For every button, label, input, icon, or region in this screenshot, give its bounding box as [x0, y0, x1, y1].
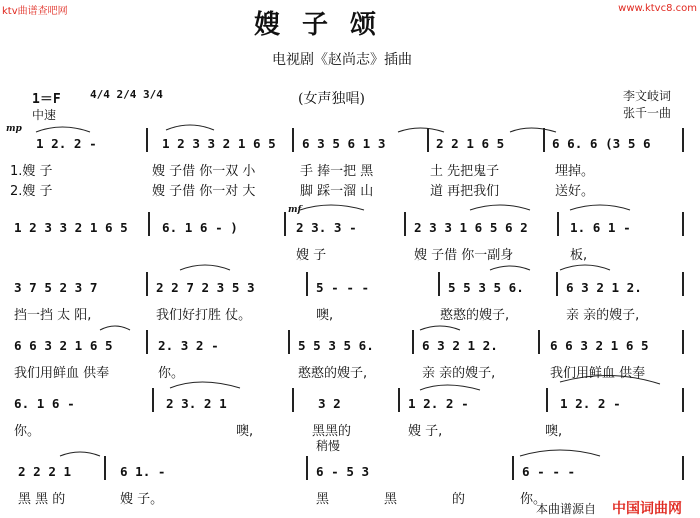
row3-measure1-notes: 3 7 5 2 3 7	[14, 280, 98, 295]
row1-verse1-lyric: 手 捧一把 黑	[300, 164, 374, 179]
row6-lyric: 嫂 子。	[120, 492, 164, 507]
row4-measure3-notes: 5 5 3 5 6.	[298, 338, 374, 353]
song-title: 嫂子颂	[254, 10, 399, 40]
row2-lyric: 嫂 子	[296, 248, 327, 263]
row5-measure5-notes: 1 2. 2 -	[560, 396, 621, 411]
row6-lyric: 黑 黑 的	[18, 492, 66, 507]
barline	[284, 212, 286, 236]
row4-lyric: 你。	[158, 366, 185, 381]
barline	[306, 456, 308, 480]
row2-measure1-notes: 1 2 3 3 2 1 6 5	[14, 220, 128, 235]
barline	[148, 212, 150, 236]
barline	[427, 128, 429, 152]
row5-measure3-notes: 3 2	[318, 396, 341, 411]
row3-measure5-notes: 6 3 2 1 2.	[566, 280, 642, 295]
barline	[682, 456, 684, 480]
footer-source: 本曲谱源自	[536, 502, 597, 516]
barline	[306, 272, 308, 296]
row2-measure4-notes: 2 3 3 1 6 5 6 2	[414, 220, 528, 235]
barline	[546, 388, 548, 412]
dynamic-mf: mf	[288, 205, 302, 215]
row5-measure4-notes: 1 2. 2 -	[408, 396, 469, 411]
barline	[146, 128, 148, 152]
row2-measure3-notes: 2 3. 3 -	[296, 220, 357, 235]
barline	[512, 456, 514, 480]
barline	[146, 272, 148, 296]
composer-credit: 张千一曲	[623, 106, 672, 120]
row3-lyric: 亲 亲的嫂子,	[566, 308, 640, 323]
barline	[682, 128, 684, 152]
key-signature: 1＝F	[32, 92, 61, 107]
row1-verse2-lyric: 2.嫂 子	[10, 184, 53, 199]
time-signatures: 4/4 2/4 3/4	[90, 88, 163, 101]
row5-lyric: 黑黑的	[312, 424, 352, 439]
row1-verse2-lyric: 送好。	[555, 184, 595, 199]
row6-measure3-notes: 6 - 5 3	[316, 464, 370, 479]
row4-lyric: 憨憨的嫂子,	[298, 366, 368, 381]
row4-measure4-notes: 6 3 2 1 2.	[422, 338, 498, 353]
performer-note: (女声独唱)	[298, 91, 365, 107]
row6-lyric: 黑	[316, 492, 330, 507]
row3-lyric: 我们好打胜 仗。	[156, 308, 252, 323]
row1-measure5-notes: 6 6. 6 (3 5 6	[552, 136, 651, 151]
watermark-left: ktv曲谱查吧网	[2, 6, 68, 17]
barline	[682, 388, 684, 412]
row5-lyric: 嫂 子,	[408, 424, 443, 439]
watermark-right: www.ktvc8.com	[618, 3, 697, 14]
row3-lyric: 憨憨的嫂子,	[440, 308, 510, 323]
barline	[104, 456, 106, 480]
row6-lyric: 你。	[520, 492, 547, 507]
row4-measure1-notes: 6 6 3 2 1 6 5	[14, 338, 113, 353]
row2-measure5-notes: 1. 6 1 -	[570, 220, 631, 235]
row2-lyric: 嫂 子借 你一副身	[414, 248, 514, 263]
row6-lyric: 的	[452, 492, 466, 507]
row3-measure3-notes: 5 - - -	[316, 280, 370, 295]
barline	[557, 212, 559, 236]
barline	[438, 272, 440, 296]
row5-lyric: 噢,	[545, 424, 563, 439]
row5-measure1-notes: 6. 1 6 -	[14, 396, 75, 411]
row3-measure2-notes: 2 2 7 2 3 5 3	[156, 280, 255, 295]
row3-measure4-notes: 5 5 3 5 6.	[448, 280, 524, 295]
row2-lyric: 板,	[570, 248, 588, 263]
row1-measure3-notes: 6 3 5 6 1 3	[302, 136, 386, 151]
row1-measure2-notes: 1 2 3 3 2 1 6 5	[162, 136, 276, 151]
row5-lyric: 你。	[14, 424, 41, 439]
dynamic-mp: mp	[6, 124, 22, 134]
tempo-mark: 中速	[32, 108, 57, 122]
barline	[398, 388, 400, 412]
row5-lyric: 噢,	[236, 424, 254, 439]
barline	[556, 272, 558, 296]
row1-verse1-lyric: 嫂 子借 你一双 小	[152, 164, 256, 179]
row1-verse1-lyric: 土 先把鬼子	[430, 164, 500, 179]
row3-lyric: 噢,	[316, 308, 334, 323]
row4-measure2-notes: 2. 3 2 -	[158, 338, 219, 353]
row1-measure4-notes: 2 2 1 6 5	[436, 136, 505, 151]
row1-measure1-notes: 1 2. 2 -	[36, 136, 97, 151]
barline	[682, 272, 684, 296]
row1-verse2-lyric: 脚 踩一溜 山	[300, 184, 374, 199]
footer-brand: 中国词曲网	[612, 501, 682, 517]
barline	[146, 330, 148, 354]
row4-lyric: 我们用鲜血 供奉	[14, 366, 110, 381]
row4-lyric: 亲 亲的嫂子,	[422, 366, 496, 381]
song-subtitle: 电视剧《赵尚志》插曲	[272, 52, 412, 68]
barline	[682, 330, 684, 354]
barline	[288, 330, 290, 354]
barline	[152, 388, 154, 412]
row6-lyric: 黑	[384, 492, 398, 507]
barline	[543, 128, 545, 152]
barline	[412, 330, 414, 354]
row4-measure5-notes: 6 6 3 2 1 6 5	[550, 338, 649, 353]
barline	[404, 212, 406, 236]
barline	[292, 388, 294, 412]
tempo-slower: 稍慢	[316, 439, 341, 453]
row4-lyric: 我们用鲜血 供奉	[550, 366, 646, 381]
row2-measure2-notes: 6. 1 6 - )	[162, 220, 238, 235]
row1-verse1-lyric: 埋掉。	[555, 164, 595, 179]
row6-measure1-notes: 2 2 2 1	[18, 464, 72, 479]
barline	[682, 212, 684, 236]
barline	[292, 128, 294, 152]
row1-verse2-lyric: 嫂 子借 你一对 大	[152, 184, 256, 199]
row1-verse2-lyric: 道 再把我们	[430, 184, 500, 199]
row1-verse1-lyric: 1.嫂 子	[10, 164, 53, 179]
row5-measure2-notes: 2 3. 2 1	[166, 396, 227, 411]
lyricist-credit: 李文岐词	[623, 89, 672, 103]
row6-measure2-notes: 6 1. -	[120, 464, 166, 479]
barline	[538, 330, 540, 354]
row6-measure4-notes: 6 - - -	[522, 464, 576, 479]
row3-lyric: 挡一挡 太 阳,	[14, 308, 92, 323]
